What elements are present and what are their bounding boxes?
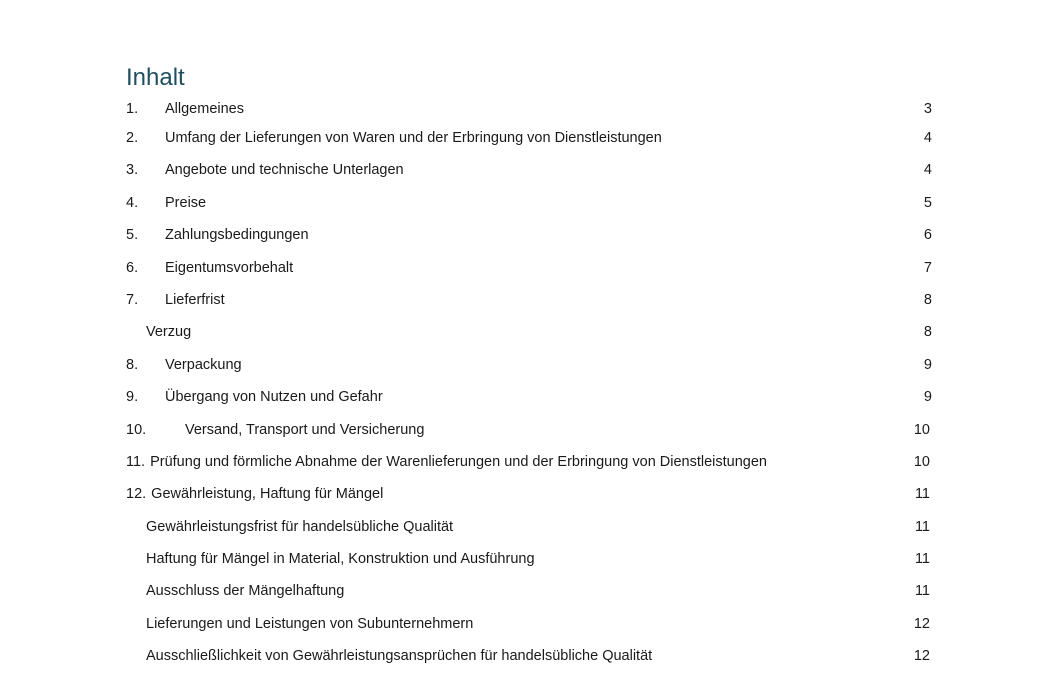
toc-entry-label: Eigentumsvorbehalt [165,259,294,276]
toc-entry-label: Preise [165,194,207,211]
toc-entry-label: Verpackung [165,356,242,373]
toc-entry-verzug[interactable] [126,316,932,348]
toc-entry-page: 8 [923,291,932,308]
toc-entry-label: Gewährleistungsfrist für handelsübliche Qualität [146,518,454,535]
toc-entry-page: 7 [923,259,932,276]
toc-entry-page: 11 [914,486,930,503]
toc-entry-page: 4 [923,162,932,179]
toc-entry-label: Verzug [146,324,192,341]
toc-entry-ausschliesslichkeit[interactable] [126,640,932,672]
toc-entry-page: 10 [913,453,930,470]
toc-entry-label: Haftung für Mängel in Material, Konstruktion und Ausführung [146,551,535,568]
toc-entry-page: 11 [914,583,930,600]
toc-entry-page: 8 [923,324,932,341]
toc-entry-page: 3 [923,101,932,117]
toc-entry-verpackung[interactable] [126,349,932,381]
toc-entry-number: 3. [126,162,139,179]
toc-entry-page: 5 [923,194,932,211]
toc-entry-subunternehmer[interactable] [126,608,932,640]
toc-entry-number: 7. [126,291,139,308]
toc-entry-label: Versand, Transport und Versicherung [185,421,425,438]
toc-entry-allgemeines[interactable] [126,98,932,122]
toc-entry-label: Prüfung und förmliche Abnahme der Warenlieferungen und der Erbringung von Dienstleistungen [150,453,767,470]
toc-entry-versand[interactable] [126,414,932,446]
toc-entry-haftung[interactable] [126,543,932,575]
toc-entry-zahlungsbedingungen[interactable] [126,219,932,251]
toc-entry-page: 4 [923,130,932,146]
toc-entry-number: 12. [126,486,147,503]
toc-entry-page: 12 [913,648,930,665]
toc-entry-page: 10 [913,421,930,438]
toc-entry-number: 2. [126,130,139,146]
toc-entry-number: 4. [126,194,139,211]
toc-entry-number: 10. [126,421,147,438]
toc-entry-label: Ausschließlichkeit von Gewährleistungsansprüchen für handelsübliche Qualität [146,648,653,665]
toc-entry-label: Umfang der Lieferungen von Waren und der Erbringung von Dienstleistungen [165,130,662,146]
toc-entry-eigentumsvorbehalt[interactable] [126,252,932,284]
toc-entry-number: 6. [126,259,139,276]
toc-list [126,98,932,673]
toc-title: Inhalt [126,64,185,91]
toc-entry-gewaehrleistung[interactable] [126,478,932,510]
document-page [126,62,932,673]
toc-entry-page: 9 [923,389,932,406]
toc-entry-page: 11 [914,551,930,568]
toc-entry-umfang[interactable] [126,122,932,154]
toc-entry-page: 6 [923,227,932,244]
toc-entry-label: Angebote und technische Unterlagen [165,162,404,179]
toc-entry-label: Lieferungen und Leistungen von Subunternehmern [146,615,474,632]
toc-entry-label: Ausschluss der Mängelhaftung [146,583,345,600]
toc-entry-pruefung[interactable] [126,446,932,478]
toc-entry-gewaehrleistungsfrist[interactable] [126,511,932,543]
toc-entry-preise[interactable] [126,187,932,219]
toc-entry-lieferfrist[interactable] [126,284,932,316]
toc-entry-label: Zahlungsbedingungen [165,227,309,244]
toc-entry-label: Gewährleistung, Haftung für Mängel [151,486,384,503]
toc-entry-number: 9. [126,389,139,406]
toc-entry-label: Lieferfrist [165,291,225,308]
toc-entry-number: 5. [126,227,139,244]
toc-entry-number: 11. [126,453,146,470]
toc-entry-angebote[interactable] [126,154,932,186]
toc-entry-page: 12 [913,615,930,632]
toc-entry-uebergang[interactable] [126,381,932,413]
toc-entry-page: 9 [923,356,932,373]
toc-entry-ausschluss[interactable] [126,575,932,607]
toc-entry-label: Allgemeines [165,101,244,117]
toc-entry-label: Übergang von Nutzen und Gefahr [165,389,383,406]
toc-entry-page: 11 [914,518,930,535]
toc-entry-number: 8. [126,356,139,373]
toc-entry-number: 1. [126,101,139,117]
